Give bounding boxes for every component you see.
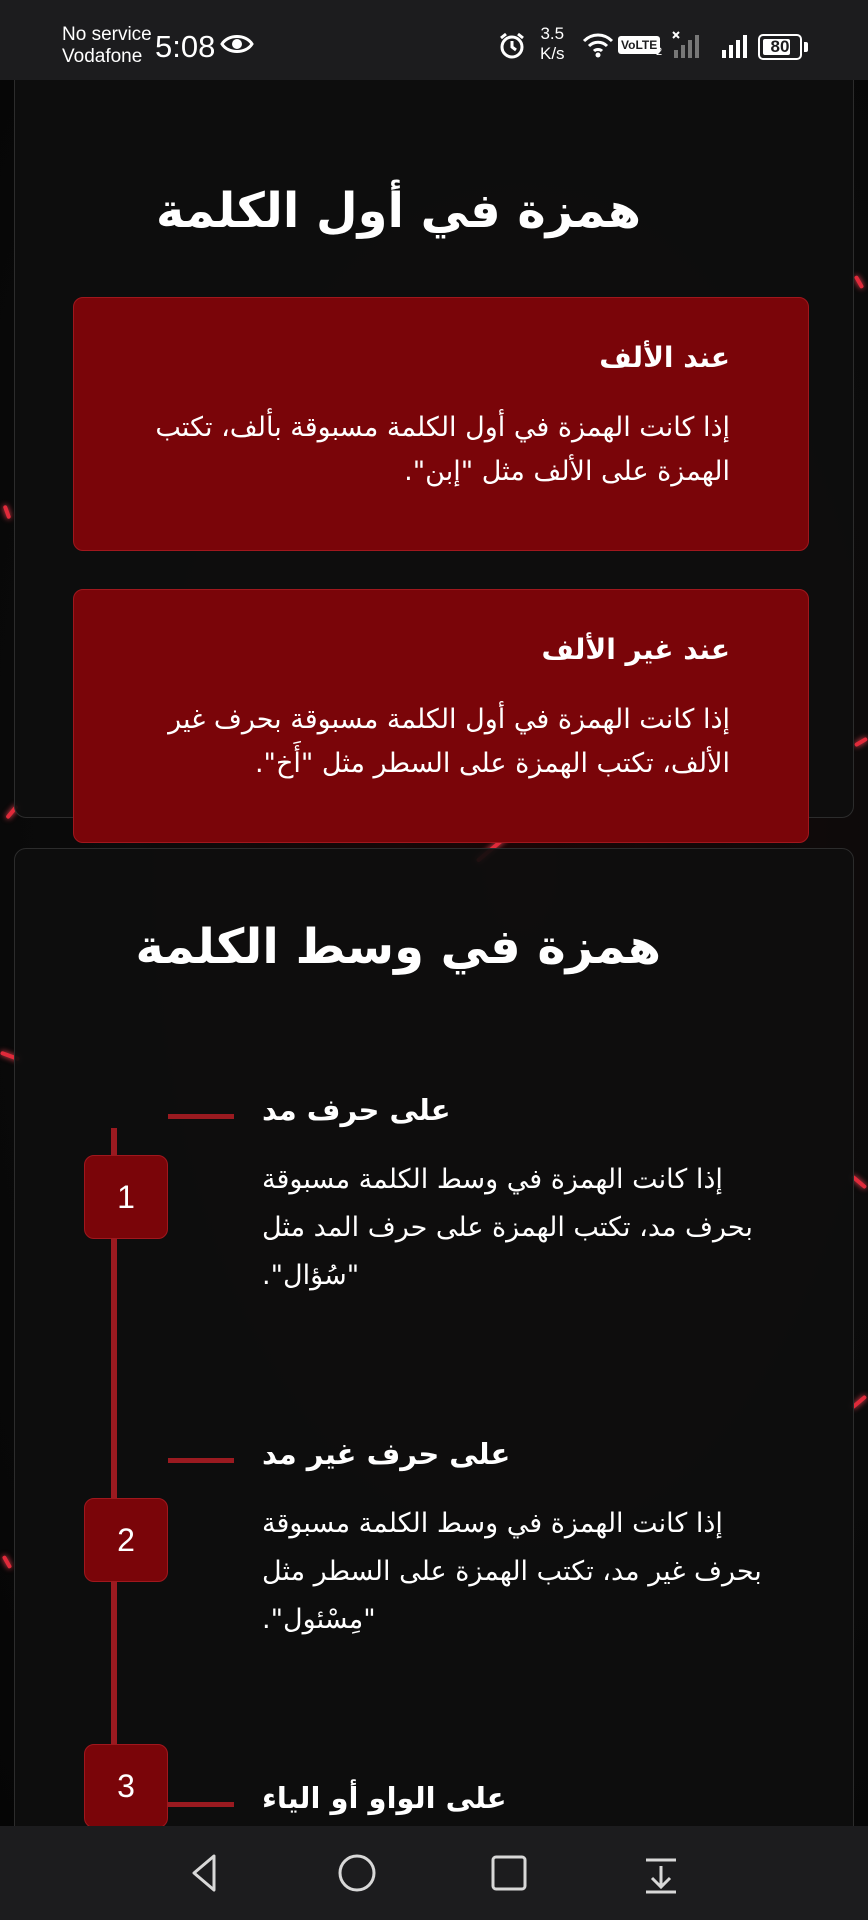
network-speed-unit: K/s [540, 44, 565, 63]
timeline-connector [168, 1458, 234, 1463]
recents-icon[interactable] [486, 1850, 532, 1896]
battery-icon [758, 34, 802, 60]
carrier-info [62, 24, 152, 68]
rule-title: عند غير الألف [541, 633, 730, 666]
carrier-name: Vodafone [62, 46, 143, 67]
rule-body: إذا كانت الهمزة في أول الكلمة مسبوقة بألف، تكتب الهمزة على الألف مثل "إبن". [155, 412, 730, 487]
volte-sim-index: 2 [656, 46, 663, 58]
section-title: همزة في وسط الكلمة [135, 919, 661, 975]
section-middle-card [14, 848, 854, 1826]
timeline-connector [168, 1802, 234, 1807]
wifi-icon [582, 32, 614, 58]
rule-card [73, 589, 809, 843]
status-bar [0, 0, 868, 80]
navigation-bar [0, 1826, 868, 1920]
carrier-status: No service [62, 24, 152, 45]
timeline-connector [168, 1114, 234, 1119]
timeline-step-body: إذا كانت الهمزة في وسط الكلمة مسبوقة بحرف غير مد، تكتب الهمزة على السطر مثل "مِسْئول". [262, 1508, 762, 1635]
alarm-icon [498, 32, 526, 60]
back-icon[interactable] [182, 1850, 228, 1896]
signal-sim1-icon [672, 30, 702, 60]
content-scroll-area[interactable] [0, 80, 868, 1826]
rule-title: عند الألف [599, 341, 730, 374]
timeline-step-number: 2 [84, 1498, 168, 1582]
rule-card [73, 297, 809, 551]
volte-badge: VoLTE [618, 36, 660, 54]
timeline-step-body: إذا كانت الهمزة في وسط الكلمة مسبوقة بحرف مد، تكتب الهمزة على حرف المد مثل "سُؤال". [262, 1164, 753, 1291]
bg-streak [3, 505, 12, 520]
section-title: همزة في أول الكلمة [156, 183, 641, 239]
timeline-step-number: 1 [84, 1155, 168, 1239]
section-beginning-card [14, 80, 854, 818]
bg-streak [854, 275, 864, 289]
rule-body: إذا كانت الهمزة في أول الكلمة مسبوقة بحرف غير الألف، تكتب الهمزة على السطر مثل "أَخ". [168, 704, 730, 779]
home-icon[interactable] [334, 1850, 380, 1896]
timeline-step-title: على حرف مد [262, 1093, 451, 1127]
timeline-step-number: 3 [84, 1744, 168, 1826]
eye-icon [220, 32, 254, 56]
bg-streak [854, 737, 868, 747]
timeline-step-title: على الواو أو الياء [262, 1781, 507, 1815]
network-speed-value: 3.5 [540, 24, 565, 43]
bg-streak [2, 1555, 12, 1569]
signal-sim2-icon [720, 30, 750, 60]
timeline-step-title: على حرف غير مد [262, 1437, 511, 1471]
battery-percent: 80 [770, 37, 790, 56]
notification-pull-icon[interactable] [638, 1850, 684, 1896]
battery-cap [804, 42, 808, 52]
network-speed [540, 24, 565, 64]
status-time: 5:08 [155, 29, 216, 64]
